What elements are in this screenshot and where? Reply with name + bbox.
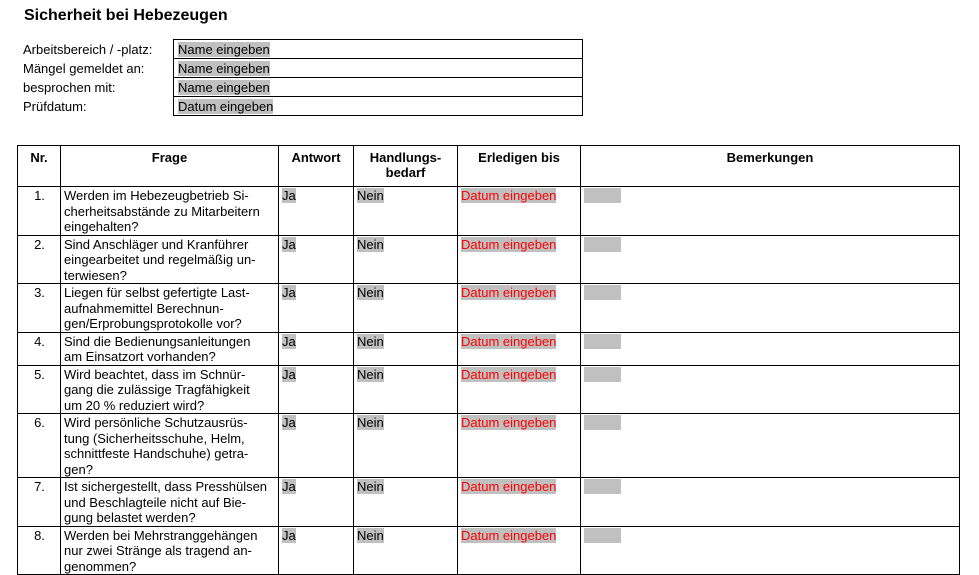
- remarks-field[interactable]: [584, 367, 621, 382]
- action-needed-dropdown[interactable]: Nein: [357, 285, 384, 300]
- info-fields: [23, 39, 583, 116]
- question-text-line: schnittfeste Handschuhe) getra-: [64, 446, 249, 461]
- question-text-line: Ist sichergestellt, dass Presshülsen: [64, 479, 268, 494]
- row-number: 2.: [18, 235, 61, 284]
- due-date-field[interactable]: Datum eingeben: [461, 333, 557, 349]
- action-needed-cell: [354, 284, 458, 333]
- header-antwort: Antwort: [279, 146, 354, 187]
- action-needed-cell: [354, 526, 458, 575]
- pruefdatum-field[interactable]: [174, 97, 583, 116]
- remarks-field[interactable]: [584, 415, 621, 430]
- answer-cell: [279, 235, 354, 284]
- action-needed-cell: [354, 365, 458, 414]
- info-label: besprochen mit:: [23, 79, 116, 95]
- due-date-cell: [458, 478, 581, 527]
- due-date-cell: [458, 187, 581, 236]
- answer-cell: [279, 414, 354, 478]
- due-date-field[interactable]: Datum eingeben: [461, 415, 557, 430]
- header-erledigen-bis: Erledigen bis: [458, 146, 581, 187]
- question-text-line: und Beschlagteile nicht auf Bie-: [64, 494, 247, 510]
- question-text-line: Wird beachtet, dass im Schnür-: [64, 366, 246, 382]
- answer-cell: [279, 526, 354, 575]
- field-placeholder[interactable]: Datum eingeben: [178, 98, 274, 114]
- question-cell: [61, 478, 279, 527]
- question-text-line: gang die zulässige Tragfähigkeit: [64, 382, 250, 397]
- header-bemerkungen: Bemerkungen: [581, 146, 960, 187]
- remarks-cell: [581, 284, 960, 333]
- due-date-cell: [458, 414, 581, 478]
- question-text-line: cherheitsabstände zu Mitarbeitern: [64, 203, 260, 219]
- question-text-line: tung (Sicherheitsschuhe, Helm,: [64, 430, 245, 446]
- remarks-cell: [581, 332, 960, 365]
- table-row: [18, 478, 960, 527]
- question-text-line: Werden bei Mehrstranggehängen: [64, 527, 258, 543]
- action-needed-cell: [354, 332, 458, 365]
- field-placeholder[interactable]: Name eingeben: [178, 41, 270, 57]
- remarks-cell: [581, 187, 960, 236]
- due-date-field[interactable]: Datum eingeben: [461, 527, 557, 543]
- action-needed-dropdown[interactable]: Nein: [357, 366, 384, 382]
- action-needed-cell: [354, 478, 458, 527]
- action-needed-dropdown[interactable]: Nein: [357, 527, 384, 543]
- info-label: Mängel gemeldet an:: [23, 60, 145, 76]
- row-number: 8.: [18, 526, 61, 575]
- info-row-arbeitsbereich: [23, 40, 583, 59]
- question-text-line: gung belastet werden?: [64, 510, 196, 525]
- due-date-cell: [458, 365, 581, 414]
- action-needed-dropdown[interactable]: Nein: [357, 415, 384, 430]
- question-text-line: Werden im Hebezeugbetrieb Si-: [64, 188, 249, 203]
- remarks-field[interactable]: [584, 334, 621, 349]
- due-date-cell: [458, 526, 581, 575]
- question-cell: [61, 365, 279, 414]
- action-needed-dropdown[interactable]: Nein: [357, 236, 384, 252]
- remarks-field[interactable]: [584, 479, 621, 494]
- field-placeholder[interactable]: Name eingeben: [178, 60, 270, 76]
- due-date-field[interactable]: Datum eingeben: [461, 285, 557, 300]
- question-text-line: gen/Erprobungsprotokolle vor?: [64, 316, 242, 331]
- question-text-line: eingehalten?: [64, 219, 139, 234]
- question-text-line: eingearbeitet und regelmäßig un-: [64, 252, 256, 267]
- question-text-line: Sind Anschläger und Kranführer: [64, 236, 249, 252]
- answer-dropdown[interactable]: Ja: [282, 366, 296, 382]
- answer-cell: [279, 187, 354, 236]
- question-text-line: genommen?: [64, 558, 137, 574]
- table-row: [18, 235, 960, 284]
- info-row-besprochen: [23, 78, 583, 97]
- question-text-line: aufnahmemittel Berechnun-: [64, 300, 224, 316]
- table-row: [18, 526, 960, 575]
- due-date-field[interactable]: Datum eingeben: [461, 366, 557, 382]
- question-cell: [61, 332, 279, 365]
- row-number: 3.: [18, 284, 61, 333]
- remarks-field[interactable]: [584, 285, 621, 300]
- header-handlungsbedarf: [354, 146, 458, 187]
- due-date-cell: [458, 332, 581, 365]
- question-text-line: am Einsatzort vorhanden?: [64, 349, 216, 364]
- table-header-row: [18, 146, 960, 187]
- info-row-pruefdatum: [23, 97, 583, 116]
- action-needed-cell: [354, 187, 458, 236]
- answer-dropdown[interactable]: Ja: [282, 415, 296, 430]
- header-handlungsbedarf-line1: Handlungs-: [369, 150, 442, 165]
- question-cell: [61, 414, 279, 478]
- table-row: [18, 414, 960, 478]
- answer-cell: [279, 478, 354, 527]
- due-date-cell: [458, 235, 581, 284]
- question-cell: [61, 526, 279, 575]
- remarks-field[interactable]: [584, 188, 621, 203]
- question-text-line: Liegen für selbst gefertigte Last-: [64, 285, 250, 300]
- info-label: Arbeitsbereich / -platz:: [23, 41, 153, 57]
- action-needed-cell: [354, 414, 458, 478]
- document-title: Sicherheit bei Hebezeugen: [24, 7, 228, 24]
- header-handlungsbedarf-line2: bedarf: [385, 165, 426, 180]
- answer-cell: [279, 365, 354, 414]
- field-placeholder[interactable]: Name eingeben: [178, 79, 270, 95]
- table-row: [18, 284, 960, 333]
- due-date-field[interactable]: Datum eingeben: [461, 236, 557, 252]
- action-needed-cell: [354, 235, 458, 284]
- due-date-field[interactable]: Datum eingeben: [461, 479, 557, 494]
- question-cell: [61, 235, 279, 284]
- besprochen-mit-field[interactable]: [174, 78, 583, 97]
- due-date-field[interactable]: Datum eingeben: [461, 188, 557, 203]
- remarks-cell: [581, 365, 960, 414]
- question-text-line: um 20 % reduziert wird?: [64, 397, 205, 413]
- answer-dropdown[interactable]: Ja: [282, 285, 296, 300]
- row-number: 5.: [18, 365, 61, 414]
- remarks-cell: [581, 526, 960, 575]
- answer-cell: [279, 332, 354, 365]
- maengel-gemeldet-field[interactable]: [174, 59, 583, 78]
- answer-cell: [279, 284, 354, 333]
- action-needed-dropdown[interactable]: Nein: [357, 188, 384, 203]
- table-body: [18, 187, 960, 575]
- answer-dropdown[interactable]: Ja: [282, 188, 296, 203]
- answer-dropdown[interactable]: Ja: [282, 236, 296, 252]
- question-text-line: terwiesen?: [64, 267, 127, 283]
- row-number: 4.: [18, 332, 61, 365]
- remarks-cell: [581, 414, 960, 478]
- remarks-field[interactable]: [584, 237, 621, 252]
- question-text-line: Sind die Bedienungsanleitungen: [64, 333, 251, 349]
- question-cell: [61, 187, 279, 236]
- question-text-line: gen?: [64, 461, 93, 477]
- table-row: [18, 365, 960, 414]
- action-needed-dropdown[interactable]: Nein: [357, 479, 384, 494]
- header-frage: Frage: [61, 146, 279, 187]
- row-number: 1.: [18, 187, 61, 236]
- checklist-table: [17, 145, 960, 575]
- answer-dropdown[interactable]: Ja: [282, 479, 296, 494]
- question-cell: [61, 284, 279, 333]
- arbeitsbereich-field[interactable]: [174, 40, 583, 59]
- info-label: Prüfdatum:: [23, 98, 87, 114]
- table-row: [18, 332, 960, 365]
- table-row: [18, 187, 960, 236]
- answer-dropdown[interactable]: Ja: [282, 527, 296, 543]
- question-text-line: Wird persönliche Schutzausrüs-: [64, 415, 248, 430]
- due-date-cell: [458, 284, 581, 333]
- remarks-field[interactable]: [584, 528, 621, 543]
- header-nr: Nr.: [18, 146, 61, 187]
- answer-dropdown[interactable]: Ja: [282, 333, 296, 349]
- question-text-line: nur zwei Stränge als tragend an-: [64, 543, 252, 558]
- info-row-maengel: [23, 59, 583, 78]
- row-number: 7.: [18, 478, 61, 527]
- remarks-cell: [581, 235, 960, 284]
- row-number: 6.: [18, 414, 61, 478]
- remarks-cell: [581, 478, 960, 527]
- action-needed-dropdown[interactable]: Nein: [357, 333, 384, 349]
